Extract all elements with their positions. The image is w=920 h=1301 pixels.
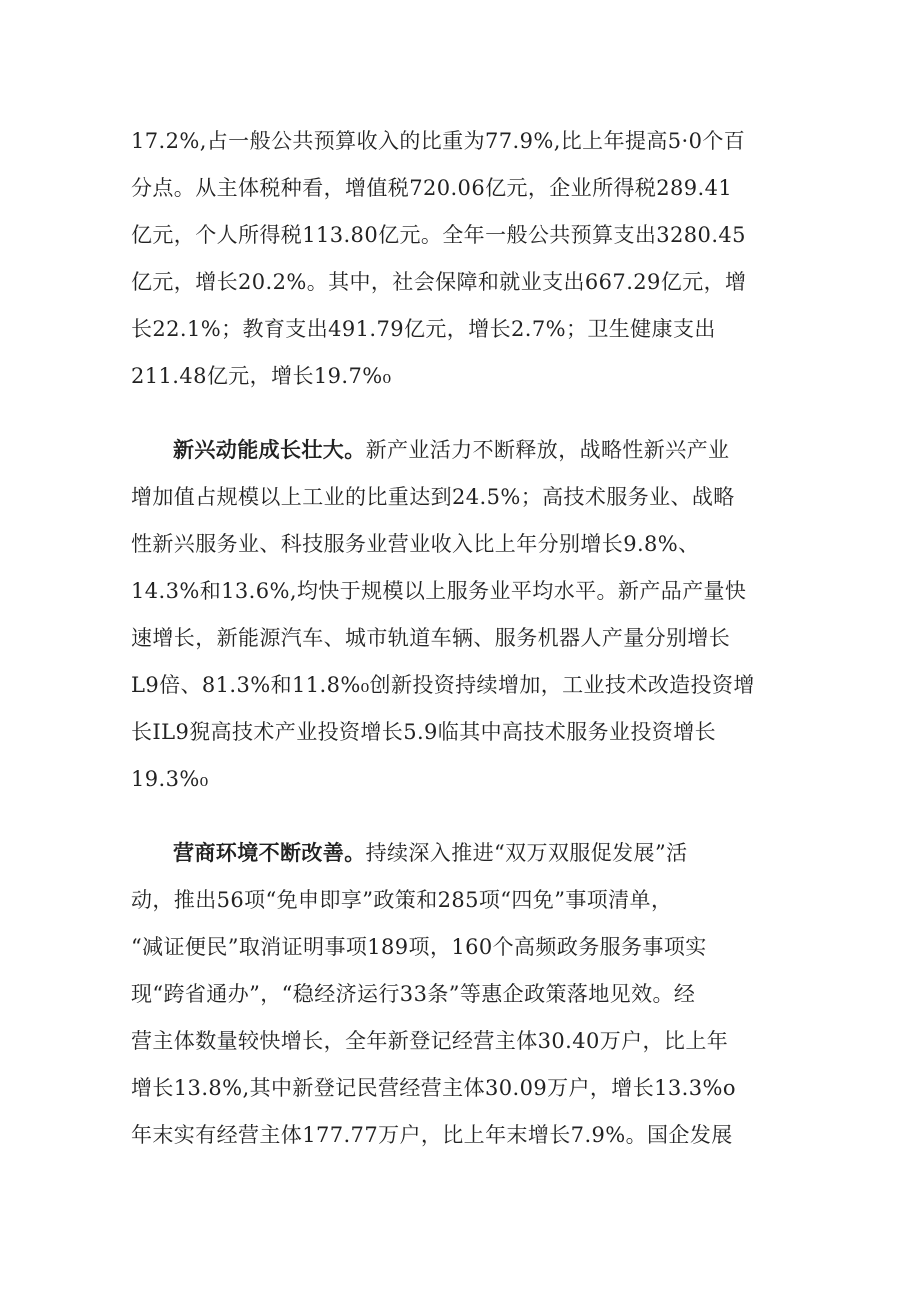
text-line: 亿元，个人所得税113.80亿元。全年一般公共预算支出3280.45: [131, 223, 746, 247]
text-line: [131, 427, 791, 474]
text-line: 亿元，增长20.2%。其中，社会保障和就业支出667.29亿元，增: [131, 270, 747, 294]
text-line: 动，推出56项“免申即享”政策和285项“四免”事项清单，: [131, 888, 673, 912]
text-run: 持续深入推进“双万双服促发展”活: [365, 841, 688, 865]
text-run: 新产业活力不断释放，战略性新兴产业: [365, 438, 730, 462]
text-line: 长22.1%；教育支出491.79亿元，增长2.7%；卫生健康支出: [131, 317, 716, 341]
text-line: 长IL9猊高技术产业投资增长5.9临其中高技术服务业投资增长: [131, 720, 716, 744]
text-line: 17.2%,占一般公共预算收入的比重为77.9%,比上年提高5·0个百: [131, 129, 746, 153]
text-line: 增加值占规模以上工业的比重达到24.5%；高技术服务业、战略: [131, 485, 735, 509]
text-line: 营主体数量较快增长，全年新登记经营主体30.40万户，比上年: [131, 1029, 729, 1053]
text-line: 211.48亿元，增长19.7%₀: [131, 364, 392, 388]
text-line: 速增长，新能源汽车、城市轨道车辆、服务机器人产量分别增长: [131, 626, 731, 650]
text-line: 性新兴服务业、科技服务业营业收入比上年分别增长9.8%、: [131, 532, 700, 556]
text-line: 增长13.8%,其中新登记民营经营主体30.09万户，增长13.3%o: [131, 1076, 736, 1100]
paragraph-fiscal: [131, 118, 791, 400]
text-line: 现“跨省通办”，“稳经济运行33条”等惠企政策落地见效。经: [131, 982, 696, 1006]
text-line: L9倍、81.3%和11.8%₀创新投资持续增加，工业技术改造投资增: [131, 673, 755, 697]
text-line: 14.3%和13.6%,均快于规模以上服务业平均水平。新产品产量快: [131, 579, 747, 603]
text-line: 年末实有经营主体177.77万户，比上年末增长7.9%。国企发展: [131, 1123, 733, 1147]
text-line: [131, 830, 791, 877]
paragraph-new-momentum: [131, 427, 791, 803]
text-line: 分点。从主体税种看，增值税720.06亿元，企业所得税289.41: [131, 176, 733, 200]
paragraph-lead-heading: 营商环境不断改善。: [173, 841, 366, 865]
paragraph-lead-heading: 新兴动能成长壮大。: [173, 438, 366, 462]
text-line: “减证便民”取消证明事项189项，160个高频政务服务事项实: [131, 935, 707, 959]
text-line: 19.3%₀: [131, 767, 209, 791]
document-page: [131, 118, 791, 1186]
paragraph-business-environment: [131, 830, 791, 1159]
